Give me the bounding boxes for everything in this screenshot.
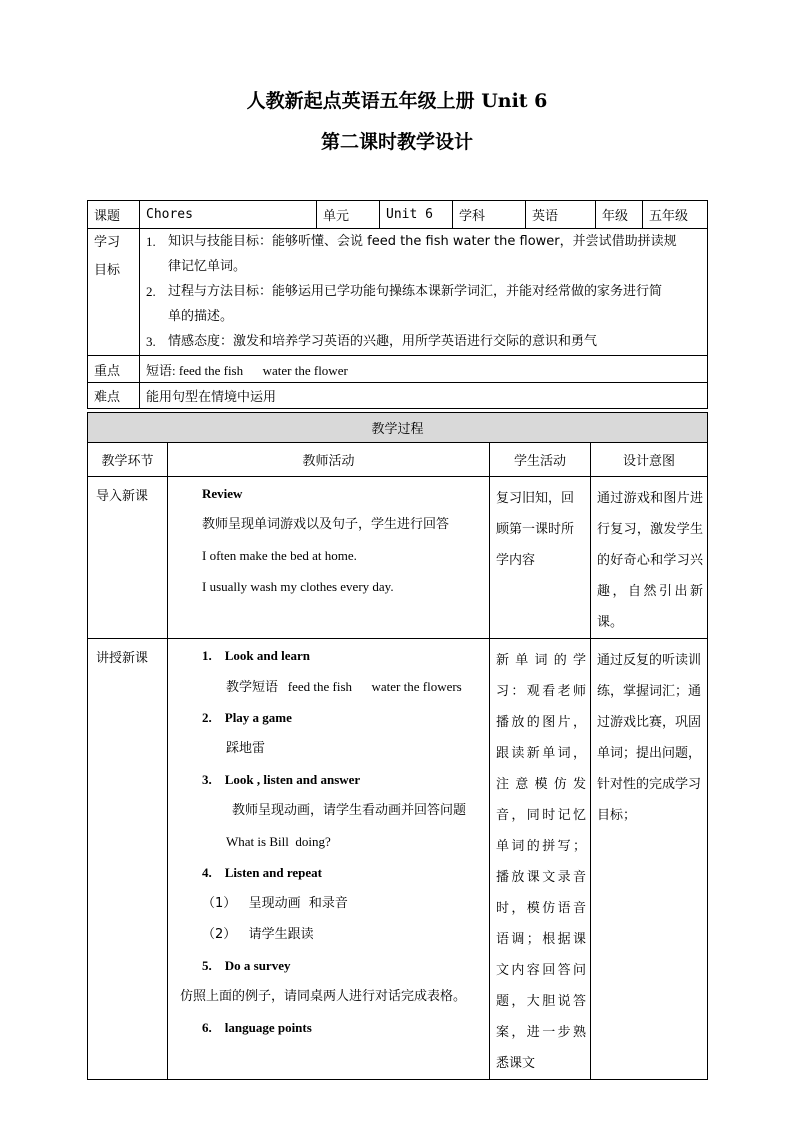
document-subtitle: 第二课时教学设计 — [320, 131, 473, 153]
lesson-info-table — [87, 200, 708, 409]
objective-item: 3. 情感态度：激发和培养学习英语的兴趣，用所学英语进行交际的意识和勇气 — [146, 334, 598, 349]
objective-item: 2. 过程与方法目标：能够运用已学功能句操练本课新学词汇，并能对经常做的家务进行简 单的描述。 — [146, 284, 663, 324]
stage-intro: 导入新课 — [88, 477, 168, 639]
student-activity-intro: 复习旧知，回顾第一课时所学内容 — [490, 477, 591, 639]
topic-value: Chores — [140, 201, 317, 229]
stage-new-lesson: 讲授新课 — [88, 639, 168, 1080]
difficulty-label: 难点 — [88, 383, 140, 409]
student-activity-new: 新单词的学习：观看老师播放的图片，跟读新单词，注意模仿发音，同时记忆单词的拼写；播放课文录音时，模仿语音语调；根据课文内容回答问题，大胆说答案，进一步熟悉课文 — [490, 639, 591, 1080]
label-subject: 学科 — [453, 201, 526, 229]
objectives-label-line1: 学习 — [94, 235, 121, 250]
unit-value: Unit 6 — [380, 201, 453, 229]
review-heading: Review — [202, 486, 243, 501]
design-intent-intro: 通过游戏和图片进行复习，激发学生的好奇心和学习兴趣，自然引出新课。 — [591, 477, 708, 639]
header-teacher: 教师活动 — [168, 443, 490, 477]
label-unit: 单元 — [317, 201, 380, 229]
key-point-text: 短语: feed the fish water the flower — [140, 356, 708, 383]
objectives-label-line2: 目标 — [94, 263, 121, 278]
objectives-content — [140, 229, 708, 356]
objective-item: 1. 知识与技能目标：能够听懂、会说 feed the fish water the flower，并尝试借助拼读规 律记忆单词。 — [146, 234, 677, 274]
label-grade: 年级 — [596, 201, 643, 229]
teacher-activity-new: 1. Look and learn 教学短语 feed the fish water the flowers 2. Play a game 踩地雷 3. Look , listen and answer 教师呈现动画，请学生看动画并回答问题 What is Bill doing? 4. Listen and repeat （1） 呈现动画 和录音 （2） 请学生跟读 5. Do a survey 仿照上面的例子，请同桌两人进行对话完成表格。 6. language points — [168, 639, 490, 1080]
teaching-process-table — [87, 412, 708, 1080]
objectives-label — [88, 229, 140, 356]
design-intent-new: 通过反复的听读训练，掌握词汇；通过游戏比赛，巩固单词；提出问题，针对性的完成学习目标； — [591, 639, 708, 1080]
subject-value: 英语 — [526, 201, 596, 229]
difficulty-text: 能用句型在情境中运用 — [140, 383, 708, 409]
header-stage: 教学环节 — [88, 443, 168, 477]
document-title: 人教新起点英语五年级上册 Unit 6 — [246, 90, 548, 112]
teacher-activity-intro: Review 教师呈现单词游戏以及句子，学生进行回答 I often make the bed at home. I usually wash my clothes every day. — [168, 477, 490, 639]
label-topic: 课题 — [88, 201, 140, 229]
header-design: 设计意图 — [591, 443, 708, 477]
key-point-label: 重点 — [88, 356, 140, 383]
grade-value: 五年级 — [643, 201, 708, 229]
header-student: 学生活动 — [490, 443, 591, 477]
process-section-title: 教学过程 — [88, 413, 708, 443]
